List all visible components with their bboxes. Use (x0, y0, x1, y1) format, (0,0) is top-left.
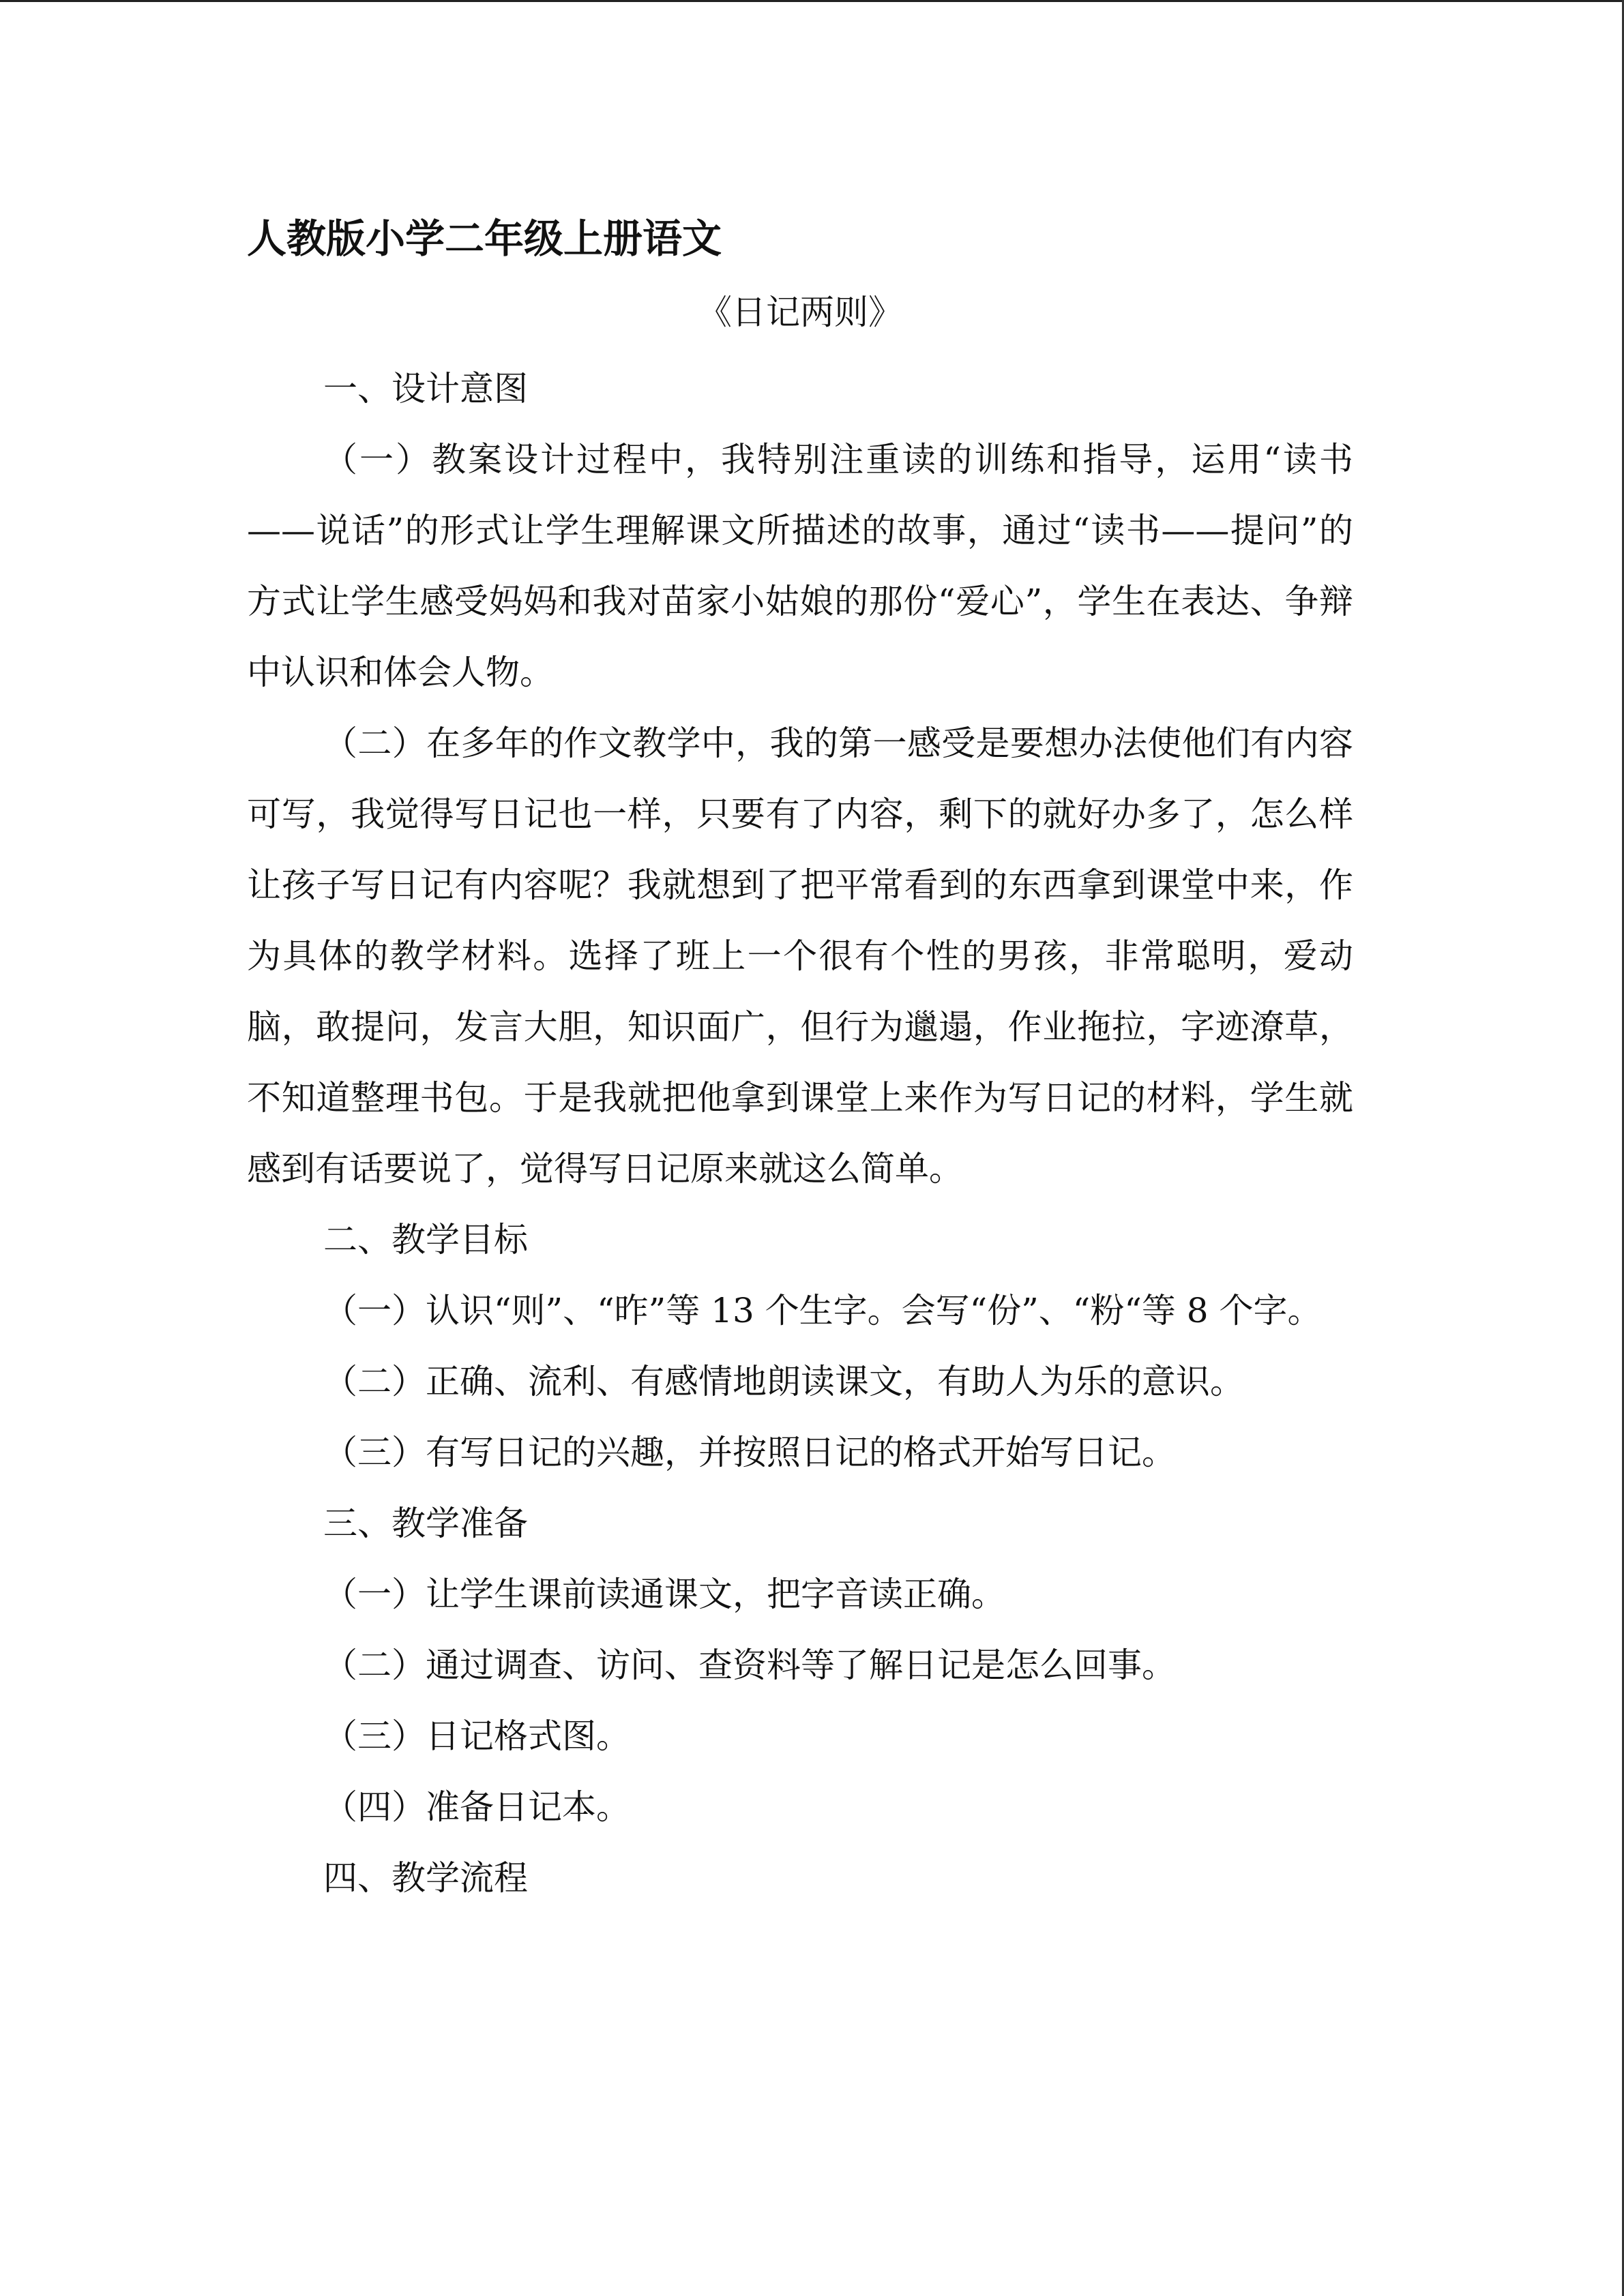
paragraph-prep-3: （三）日记格式图。 (323, 1716, 630, 1756)
section-heading-preparation: 三、教学准备 (323, 1504, 528, 1543)
paragraph-prep-1: （一）让学生课前读通课文，把字音读正确。 (323, 1575, 1005, 1614)
paragraph-prep-4: （四）准备日记本。 (323, 1787, 630, 1827)
paragraph-prep-2: （二）通过调查、访问、查资料等了解日记是怎么回事。 (323, 1645, 1176, 1685)
paragraph-goal-2: （二）正确、流利、有感情地朗读课文，有助人为乐的意识。 (323, 1362, 1244, 1401)
paragraph-design-2: （二）在多年的作文教学中，我的第一感受是要想办法使他们有内容可写，我觉得写日记也一样，只要有了内容，剩下的就好办多了，怎么样让孩子写日记有内容呢？我就想到了把平常看到的东西拿到课堂中来，作为具体的教学材料。选择了班上一个很有个性的男孩，非常聪明，爱动脑，敢提问，发言大胆，知识面广，但行为邋遢，作业拖拉，字迹潦草，不知道整理书包。于是我就把他拿到课堂上来作为写日记的材料，学生就感到有话要说了，觉得写日记原来就这么简单。 (247, 724, 1353, 1189)
lesson-title: 《日记两则》 (698, 293, 902, 332)
section-heading-teaching-process: 四、教学流程 (323, 1858, 528, 1898)
page-top-border (0, 0, 1624, 2)
paragraph-goal-3: （三）有写日记的兴趣，并按照日记的格式开始写日记。 (323, 1433, 1176, 1472)
document-body (247, 353, 1353, 1913)
document-title: 人教版小学二年级上册语文 (247, 215, 722, 262)
section-heading-teaching-goals: 二、教学目标 (323, 1220, 528, 1259)
paragraph-goal-1: （一）认识“则”、“昨”等 13 个生字。会写“份”、“粉“等 8 个字。 (323, 1291, 1322, 1330)
paragraph-design-1: （一）教案设计过程中，我特别注重读的训练和指导，运用“读书——说话”的形式让学生理解课文所描述的故事，通过“读书——提问”的方式让学生感受妈妈和我对苗家小姑娘的那份“爱心”，学生在表达、争辩中认识和体会人物。 (247, 440, 1353, 692)
section-heading-design-intent: 一、设计意图 (323, 369, 528, 408)
